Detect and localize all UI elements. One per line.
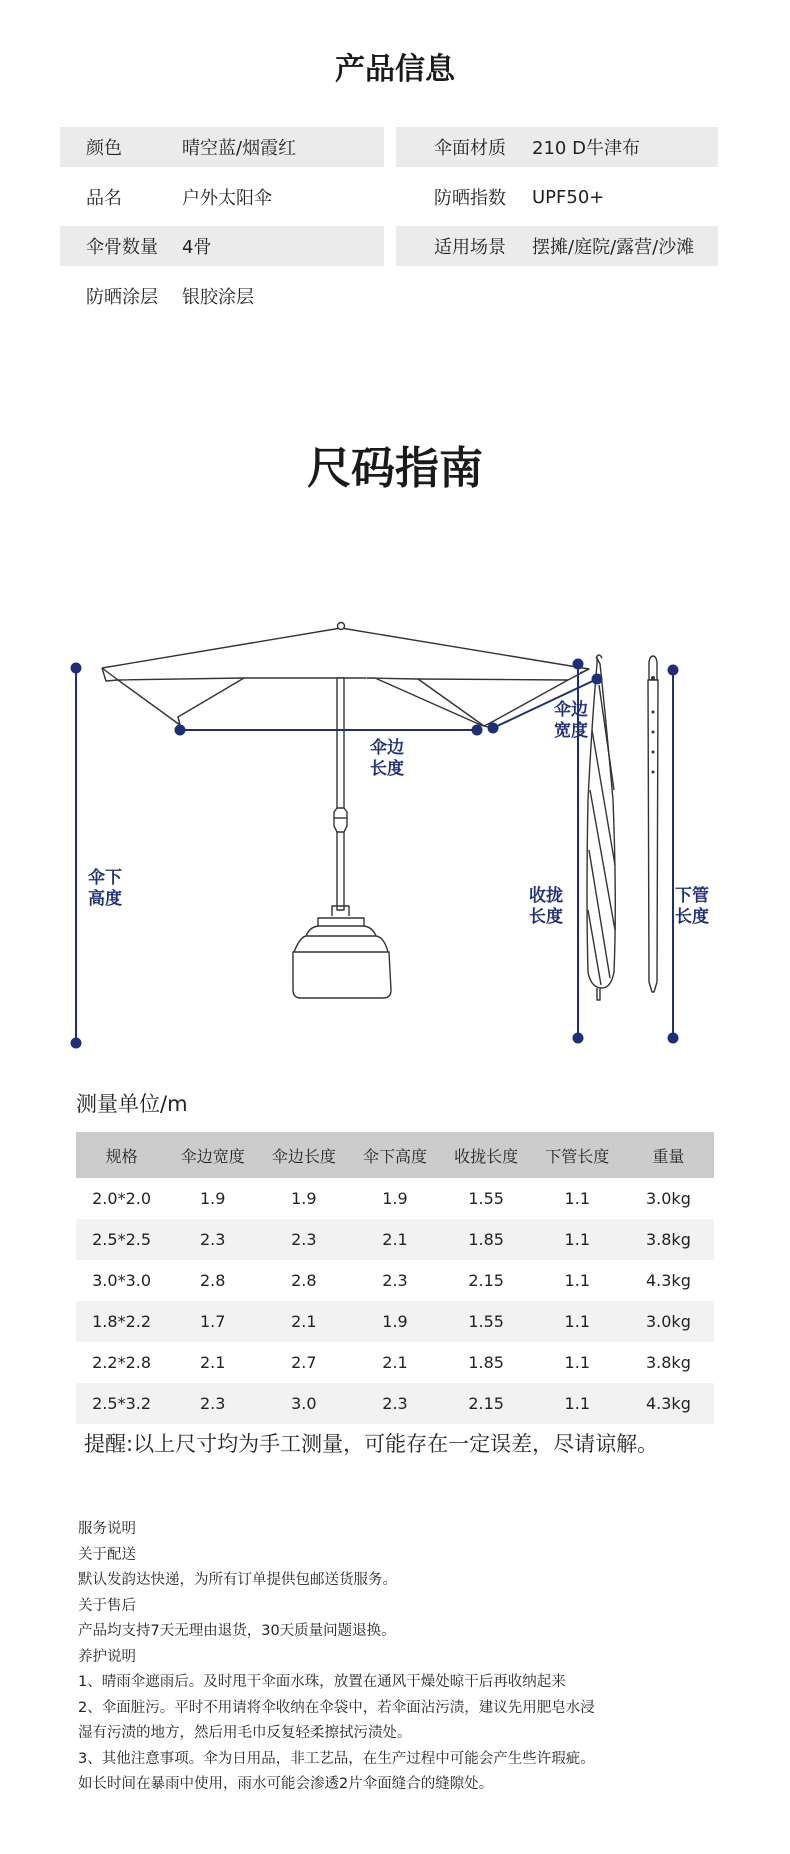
info-label: 伞面材质 bbox=[434, 138, 506, 159]
dim-line-lower-pipe bbox=[669, 666, 678, 1043]
canopy-outline bbox=[102, 628, 589, 728]
table-cell: 3.8kg bbox=[645, 1353, 691, 1372]
info-value: 晴空蓝/烟霞红 bbox=[182, 138, 297, 159]
table-cell: 3.8kg bbox=[623, 1219, 714, 1260]
info-row-upf bbox=[396, 177, 718, 217]
info-label: 伞骨数量 bbox=[86, 237, 158, 258]
umbrella-diagram bbox=[0, 600, 790, 1070]
service-heading: 服务说明 bbox=[78, 1521, 136, 1537]
table-header: 伞边长度 bbox=[258, 1132, 349, 1178]
table-cell: 2.1 bbox=[258, 1301, 349, 1342]
info-label: 适用场景 bbox=[434, 237, 506, 258]
table-row bbox=[76, 1178, 714, 1219]
table-cell: 1.7 bbox=[167, 1301, 258, 1342]
table-cell: 1.1 bbox=[564, 1353, 590, 1372]
table-header: 下管长度 bbox=[532, 1132, 623, 1178]
service-subheading: 关于售后 bbox=[78, 1597, 136, 1614]
service-text: 湿有污渍的地方，然后用毛巾反复轻柔擦拭污渍处。 bbox=[78, 1725, 412, 1741]
table-cell: 2.7 bbox=[291, 1353, 317, 1372]
table-cell: 1.1 bbox=[532, 1383, 623, 1424]
table-header-row bbox=[76, 1132, 714, 1178]
table-cell: 1.9 bbox=[382, 1189, 408, 1208]
table-cell: 2.15 bbox=[468, 1271, 504, 1290]
dim-line-under-height bbox=[72, 664, 81, 1048]
info-label: 品名 bbox=[86, 188, 122, 209]
info-label: 防晒涂层 bbox=[86, 287, 158, 308]
table-header: 重量 bbox=[623, 1132, 714, 1178]
info-value: UPF50+ bbox=[532, 186, 605, 208]
info-row-coating bbox=[60, 276, 384, 316]
label-edge-width: 伞边 宽度 bbox=[554, 700, 588, 741]
service-text: 默认发韵达快递，为所有订单提供包邮送货服务。 bbox=[78, 1572, 397, 1588]
service-notes bbox=[78, 1517, 595, 1798]
info-value: 户外太阳伞 bbox=[182, 188, 272, 209]
table-row bbox=[76, 1301, 714, 1342]
table-cell: 4.3kg bbox=[623, 1383, 714, 1424]
table-cell: 1.9 bbox=[291, 1189, 317, 1208]
table-cell: 1.85 bbox=[441, 1219, 532, 1260]
unit-label: 测量单位/m bbox=[76, 1092, 188, 1116]
info-value: 4骨 bbox=[182, 237, 212, 258]
table-cell: 2.1 bbox=[349, 1219, 440, 1260]
pole bbox=[334, 678, 347, 910]
table-cell: 1.1 bbox=[564, 1189, 590, 1208]
info-row-name bbox=[60, 177, 384, 217]
info-row-scene bbox=[396, 226, 718, 266]
service-text: 产品均支持7天无理由退货，30天质量问题退换。 bbox=[78, 1623, 396, 1639]
table-cell: 2.2*2.8 bbox=[92, 1353, 152, 1372]
info-value: 摆摊/庭院/露营/沙滩 bbox=[532, 237, 695, 258]
dim-line-edge-length bbox=[176, 726, 482, 735]
service-text: 3、其他注意事项。伞为日用品，非工艺品，在生产过程中可能会产生些许瑕疵。 bbox=[78, 1750, 595, 1767]
table-row bbox=[76, 1342, 714, 1383]
table-cell: 3.0*3.0 bbox=[92, 1271, 152, 1290]
service-text: 如长时间在暴雨中使用，雨水可能会渗透2片伞面缝合的缝隙处。 bbox=[78, 1776, 494, 1792]
table-cell: 4.3kg bbox=[645, 1271, 691, 1290]
table-header: 伞边宽度 bbox=[167, 1132, 258, 1178]
table-cell: 1.1 bbox=[532, 1301, 623, 1342]
table-cell: 2.3 bbox=[258, 1219, 349, 1260]
table-cell: 2.5*3.2 bbox=[76, 1383, 167, 1424]
weighted-base bbox=[293, 906, 391, 998]
table-row bbox=[76, 1383, 714, 1424]
info-value: 210 D牛津布 bbox=[532, 138, 640, 159]
table-cell: 2.1 bbox=[199, 1353, 226, 1372]
label-folded-length: 收拢 长度 bbox=[529, 886, 563, 927]
info-row-material bbox=[396, 127, 718, 167]
table-cell: 1.9 bbox=[199, 1189, 226, 1208]
table-cell: 3.0kg bbox=[645, 1189, 691, 1208]
table-cell: 2.15 bbox=[441, 1383, 532, 1424]
table-row bbox=[76, 1219, 714, 1260]
service-text: 2、伞面脏污。平时不用请将伞收纳在伞袋中，若伞面沾污渍，建议先用肥皂水浸 bbox=[78, 1699, 595, 1716]
table-cell: 1.9 bbox=[349, 1301, 440, 1342]
label-under-height: 伞下 高度 bbox=[88, 868, 122, 909]
info-label: 防晒指数 bbox=[434, 188, 506, 209]
table-cell: 2.8 bbox=[291, 1271, 317, 1290]
table-cell: 3.0 bbox=[258, 1383, 349, 1424]
service-text: 1、晴雨伞遮雨后。及时甩干伞面水珠，放置在通风干燥处晾干后再收纳起来 bbox=[78, 1674, 566, 1690]
table-cell: 3.0kg bbox=[623, 1301, 714, 1342]
canopy-top-finial bbox=[338, 623, 345, 630]
measurement-note: 提醒:以上尺寸均为手工测量，可能存在一定误差，尽请谅解。 bbox=[84, 1432, 659, 1456]
table-cell: 2.5*2.5 bbox=[76, 1219, 167, 1260]
table-cell: 2.1 bbox=[382, 1353, 408, 1372]
table-cell: 1.8*2.2 bbox=[76, 1301, 167, 1342]
table-cell: 1.1 bbox=[532, 1219, 623, 1260]
label-edge-length: 伞边 长度 bbox=[370, 738, 404, 779]
table-cell: 1.55 bbox=[441, 1301, 532, 1342]
info-label: 颜色 bbox=[86, 138, 122, 159]
table-cell: 2.0*2.0 bbox=[92, 1189, 152, 1208]
info-value: 银胶涂层 bbox=[182, 287, 254, 308]
label-lower-pipe: 下管 长度 bbox=[675, 886, 709, 927]
table-header: 收拢长度 bbox=[441, 1132, 532, 1178]
info-row-ribs bbox=[60, 226, 384, 266]
table-cell: 2.3 bbox=[167, 1219, 258, 1260]
table-cell: 1.85 bbox=[468, 1353, 504, 1372]
table-cell: 1.1 bbox=[564, 1271, 590, 1290]
table-header: 规格 bbox=[76, 1132, 167, 1178]
table-row bbox=[76, 1260, 714, 1301]
table-cell: 2.3 bbox=[167, 1383, 258, 1424]
table-cell: 2.3 bbox=[382, 1271, 408, 1290]
table-header: 伞下高度 bbox=[349, 1132, 440, 1178]
lower-pipe bbox=[648, 656, 658, 992]
product-info-title: 产品信息 bbox=[335, 52, 455, 87]
table-cell: 2.3 bbox=[349, 1383, 440, 1424]
service-subheading: 关于配送 bbox=[78, 1546, 136, 1563]
folded-umbrella bbox=[587, 655, 615, 1000]
table-cell: 1.55 bbox=[468, 1189, 504, 1208]
table-cell: 2.8 bbox=[199, 1271, 226, 1290]
size-guide-title: 尺码指南 bbox=[307, 443, 483, 494]
info-row-color bbox=[60, 127, 384, 167]
service-subheading: 养护说明 bbox=[78, 1648, 136, 1665]
spec-table bbox=[76, 1132, 714, 1424]
